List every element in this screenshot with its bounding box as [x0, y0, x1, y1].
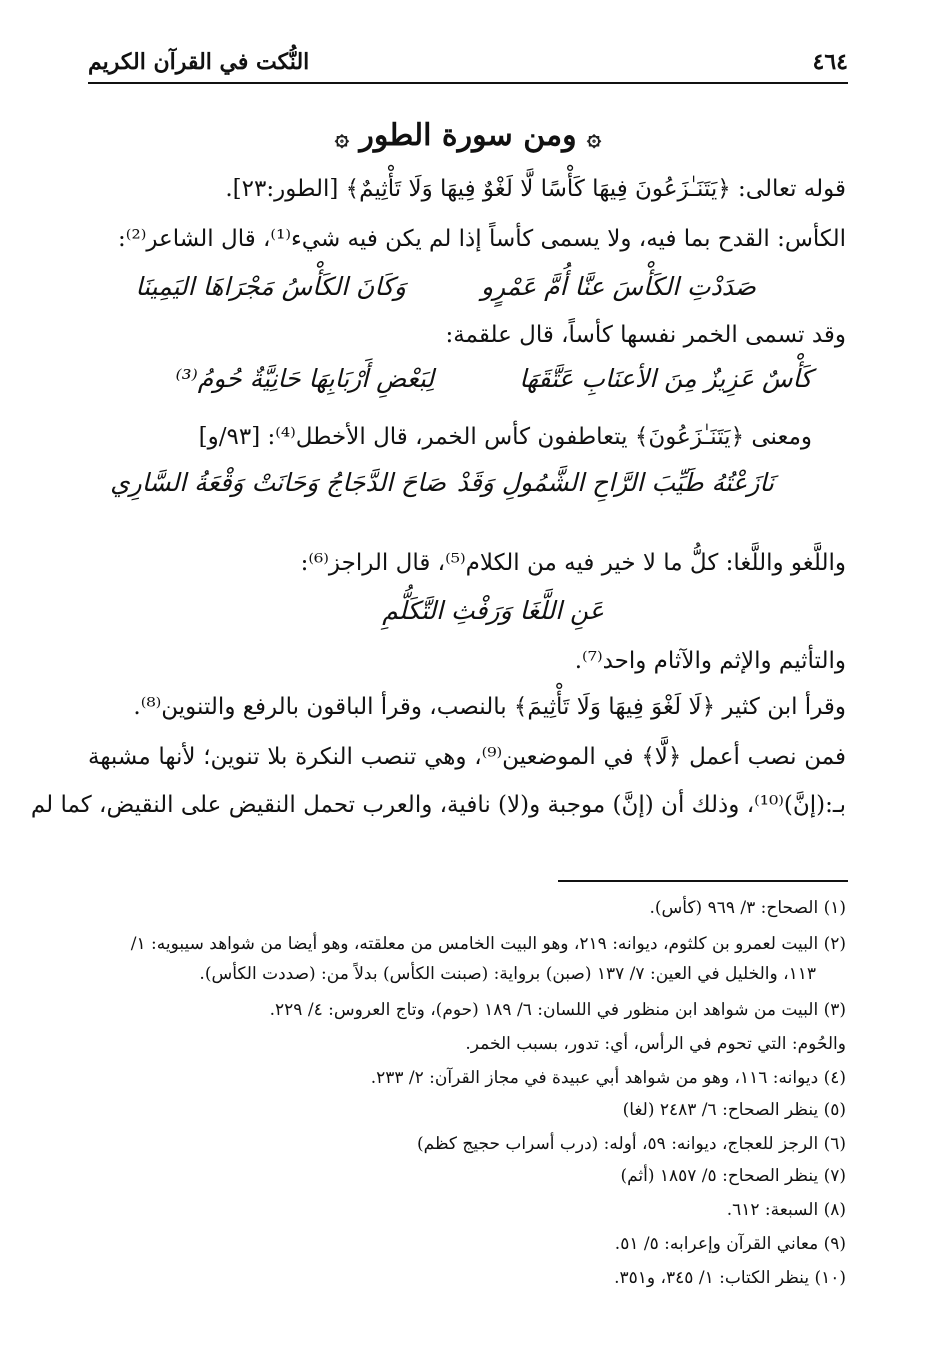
body-line-3: وقد تسمى الخمر نفسها كأساً، قال علقمة: [445, 322, 846, 348]
footnote-3: (٣) البيت من شواهد ابن منظور في اللسان: ٦/ ١٨٩ (حوم)، وتاج العروس: ٤/ ٢٢٩. [269, 1000, 846, 1020]
ornament-open-icon: ۞ [587, 122, 602, 151]
ornament-close-icon: ۞ [334, 122, 349, 151]
footnote-10: (١٠) ينظر الكتاب: ١/ ٣٤٥، و٣٥١. [614, 1268, 846, 1288]
body-line-1: قوله تعالى: ﴿يَتَنَـٰزَعُونَ فِيهَا كَأْسًا لَّا لَغْوٌ فِيهَا وَلَا تَأْثِيمٌ﴾ [الطور:٢٣]. [225, 176, 846, 202]
body-line-8: فمن نصب أعمل ﴿لَّا﴾ في الموضعين⁽⁹⁾، وهي تنصب النكرة بلا تنوين؛ لأنها مشبهة [88, 744, 846, 770]
body-line-9: بـ:(إنَّ)⁽¹⁰⁾، وذلك أن (إنَّ) موجبة و(لا) نافية، والعرب تحمل النقيض على النقيض، كما لم [30, 792, 846, 818]
footnote-4: (٤) ديوانه: ١١٦، وهو من شواهد أبي عبيدة في مجاز القرآن: ٢/ ٢٣٣. [370, 1068, 846, 1088]
header-divider [88, 82, 848, 84]
book-title: النُّكت في القرآن الكريم [88, 49, 310, 75]
verse-3-first-hemistich: نَازَعْتُهُ طَيِّبَ الرَّاحِ الشَّمُولِ وَقَدْ [456, 468, 774, 497]
body-line-7: وقرأ ابن كثير ﴿لَا لَغْوَ فِيهَا وَلَا تَأْثِيمَ﴾ بالنصب، وقرأ الباقون بالرفع والتنوين⁽⁸⁾. [133, 694, 846, 720]
surah-title: ومن سورة الطور [359, 118, 577, 153]
footnote-1: (١) الصحاح: ٣/ ٩٦٩ (كأس). [649, 898, 846, 918]
verse-2-second-hemistich: لِبَعْضِ أَرْبَابِهَا حَانِيَّةٌ حُومُ⁽³⁾ [175, 364, 434, 393]
verse-3-second-hemistich: صَاحَ الدَّجَاجُ وَحَانَتْ وَقْعَةُ السَّارِي [110, 468, 446, 497]
footnote-3-gloss: والحُوم: التي تحوم في الرأس، أي: تدور، بسبب الخمر. [465, 1034, 846, 1054]
verse-1-second-hemistich: وَكَانَ الكَأْسُ مَجْرَاهَا اليَمِينَا [135, 272, 406, 301]
footnote-2-continued: ١١٣، والخليل في العين: ٧/ ١٣٧ (صبن) برواية: (صبنت الكأس) بدلاً من: (صددت الكأس). [199, 964, 816, 984]
footnote-6: (٦) الرجز للعجاج، ديوانه: ٥٩، أوله: (درب أسراب حجيج كظم) [417, 1134, 846, 1154]
page-number: ٤٦٤ [812, 49, 848, 75]
body-line-2: الكأس: القدح بما فيه، ولا يسمى كأساً إذا لم يكن فيه شيء⁽¹⁾، قال الشاعر⁽²⁾: [118, 226, 846, 252]
verse-2-first-hemistich: كَأْسٌ عَزِيزٌ مِنَ الأعنَابِ عَتَّقَهَا [519, 364, 812, 393]
body-line-5: واللَّغو واللَّغا: كلُّ ما لا خير فيه من الكلام⁽⁵⁾، قال الراجز⁽⁶⁾: [300, 550, 846, 576]
verse-4-rajaz: عَنِ اللَّغَا وَرَفْثِ التَّكَلُّمِ [382, 596, 604, 625]
surah-heading [88, 118, 848, 153]
running-header [88, 42, 848, 82]
body-line-4: ومعنى ﴿يَتَنَـٰزَعُونَ﴾ يتعاطفون كأس الخمر، قال الأخطل⁽⁴⁾: [٩٣/و] [198, 424, 812, 450]
verse-1-first-hemistich: صَدَدْتِ الكَأْسَ عنَّا أُمَّ عَمْرٍو [480, 272, 756, 301]
footnote-7: (٧) ينظر الصحاح: ٥/ ١٨٥٧ (أثم) [620, 1166, 846, 1186]
footnote-5: (٥) ينظر الصحاح: ٦/ ٢٤٨٣ (لغا) [622, 1100, 846, 1120]
footnote-9: (٩) معاني القرآن وإعرابه: ٥/ ٥١. [614, 1234, 846, 1254]
footnote-divider [558, 880, 848, 882]
footnote-2: (٢) البيت لعمرو بن كلثوم، ديوانه: ٢١٩، وهو البيت الخامس من معلقته، وهو أيضا من شواهد سيبويه: ١/ [130, 934, 846, 954]
body-line-6: والتأثيم والإثم والآثام واحد⁽⁷⁾. [574, 648, 846, 674]
footnote-8: (٨) السبعة: ٦١٢. [726, 1200, 846, 1220]
